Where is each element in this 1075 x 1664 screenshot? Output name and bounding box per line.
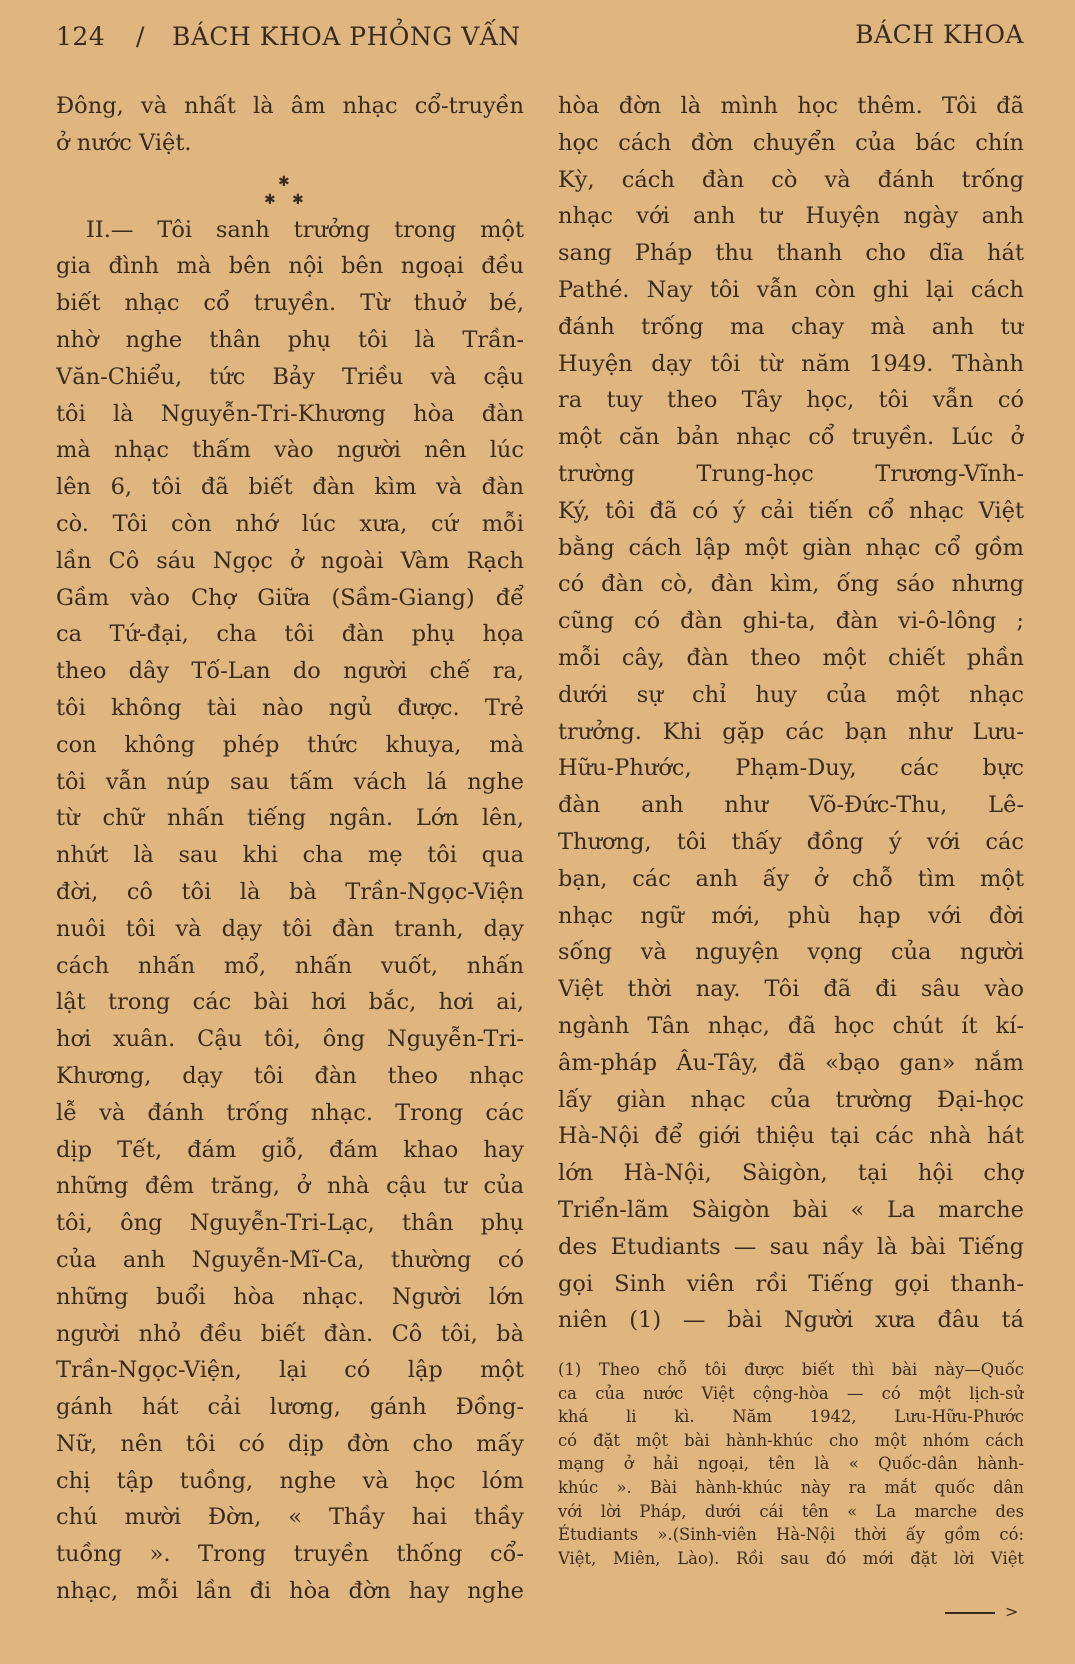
left-column	[56, 88, 524, 1610]
section-asterism: ✱ ✱ ✱	[264, 173, 304, 208]
text-line: nhứt là sau khi cha mẹ tôi qua	[56, 842, 524, 869]
text-line: Ký, tôi đã có ý cải tiến cổ nhạc Việt	[558, 497, 1024, 524]
footnote-line: (1) Theo chỗ tôi được biết thì bài này—Quốc	[558, 1360, 1024, 1379]
text-line: Đông, và nhất là âm nhạc cổ-truyền	[56, 93, 524, 119]
text-line: ra tuy theo Tây học, tôi vẫn có	[558, 387, 1024, 414]
footnote-line: khá li kì. Năm 1942, Lưu-Hữu-Phước	[558, 1407, 1024, 1427]
text-line: những đêm trăng, ở nhà cậu tư của	[56, 1173, 524, 1200]
text-line: dịp Tết, đám giỗ, đám khao hay	[56, 1136, 524, 1163]
footnote-line: khúc ». Bài hành-khúc này ra mắt quốc dân	[558, 1477, 1024, 1497]
text-line: Văn-Chiểu, tức Bảy Triều và cậu	[56, 363, 524, 390]
text-line: lấy giàn nhạc của trường Đại-học	[558, 1086, 1024, 1113]
text-line: của anh Nguyễn-Mĩ-Ca, thường có	[56, 1246, 524, 1273]
text-line: nhạc với anh tư Huyện ngày anh	[558, 203, 1024, 230]
text-line: con không phép thức khuya, mà	[56, 731, 524, 758]
text-line: tuồng ». Trong truyền thống cổ-	[56, 1541, 524, 1568]
text-line: Khương, dạy tôi đàn theo nhạc	[56, 1062, 524, 1089]
text-line: tôi là Nguyễn-Tri-Khương hòa đàn	[56, 400, 524, 427]
text-line: tôi vẫn núp sau tấm vách lá nghe	[56, 768, 524, 795]
text-line: trưởng. Khi gặp các bạn như Lưu-	[558, 718, 1024, 745]
footnote-line: ca của nước Việt cộng-hòa — có một lịch-sử	[558, 1383, 1024, 1403]
text-line: có đàn cò, đàn kìm, ống sáo nhưng	[558, 571, 1024, 598]
text-line: gia đình mà bên nội bên ngoại đều	[56, 253, 524, 280]
text-line: niên (1) — bài Người xưa đâu tá	[558, 1307, 1024, 1334]
footnote-line: Étudiants ».(Sinh-viên Hà-Nội thời ấy gồm có:	[558, 1525, 1024, 1545]
text-line: Huyện dạy tôi từ năm 1949. Thành	[558, 350, 1024, 377]
text-line: bằng cách lập một giàn nhạc cổ gồm	[558, 534, 1024, 561]
text-line: ca Tứ-đại, cha tôi đàn phụ họa	[56, 621, 524, 648]
running-title: BÁCH KHOA PHỎNG VẤN	[172, 22, 521, 51]
text-line: nhạc ngữ mới, phù hạp với đời	[558, 902, 1024, 929]
text-line: cò. Tôi còn nhớ lúc xưa, cứ mỗi	[56, 510, 524, 537]
text-line: âm-pháp Âu-Tây, đã «bạo gan» nắm	[558, 1049, 1024, 1076]
text-line: des Etudiants — sau nầy là bài Tiếng	[558, 1233, 1024, 1260]
text-line: lễ và đánh trống nhạc. Trong các	[56, 1099, 524, 1126]
text-line: dưới sự chỉ huy của một nhạc	[558, 681, 1024, 708]
text-line: lần Cô sáu Ngọc ở ngoài Vàm Rạch	[56, 547, 524, 574]
text-line: đời, cô tôi là bà Trần-Ngọc-Viện	[56, 878, 524, 905]
text-line: trường Trung-học Trương-Vĩnh-	[558, 460, 1024, 487]
text-line: tôi, ông Nguyễn-Tri-Lạc, thân phụ	[56, 1210, 524, 1237]
text-line: người nhỏ đều biết đàn. Cô tôi, bà	[56, 1320, 524, 1347]
footnote	[558, 1358, 1024, 1570]
text-line: nhờ nghe thân phụ tôi là Trần-	[56, 326, 524, 353]
journal-title: BÁCH KHOA	[855, 20, 1024, 49]
footnote-line: Việt, Miên, Lào). Rồi sau đó mới đặt lời Việt	[558, 1548, 1024, 1568]
text-line: ngành Tân nhạc, đã học chút ít kí-	[558, 1012, 1024, 1039]
continuation-dash	[945, 1612, 995, 1614]
text-line: bạn, các anh ấy ở chỗ tìm một	[558, 865, 1024, 892]
continuation-mark	[945, 1602, 1018, 1621]
text-line: sang Pháp thu thanh cho dĩa hát	[558, 240, 1024, 267]
text-line: biết nhạc cổ truyền. Từ thuở bé,	[56, 290, 524, 317]
text-line: một căn bản nhạc cổ truyền. Lúc ở	[558, 424, 1024, 451]
text-line: Việt thời nay. Tôi đã đi sâu vào	[558, 976, 1024, 1003]
right-column	[558, 88, 1024, 1339]
text-line: cách nhấn mổ, nhấn vuốt, nhấn	[56, 952, 524, 979]
text-line: hơi xuân. Cậu tôi, ông Nguyễn-Tri-	[56, 1026, 524, 1053]
text-line: nhạc, mỗi lần đi hòa đờn hay nghe	[56, 1578, 524, 1605]
text-line: Gầm vào Chợ Giữa (Sầm-Giang) để	[56, 584, 524, 611]
text-line: gọi Sinh viên rồi Tiếng gọi thanh-	[558, 1270, 1024, 1297]
text-line: ở nước Việt.	[56, 129, 192, 156]
text-line: sống và nguyện vọng của người	[558, 939, 1024, 966]
text-line: theo dây Tố-Lan do người chế ra,	[56, 658, 524, 685]
footnote-line: với lời Pháp, dưới cái tên « La marche des	[558, 1501, 1024, 1521]
text-line: Trần-Ngọc-Viện, lại có lập một	[56, 1357, 524, 1384]
text-line: hòa đờn là mình học thêm. Tôi đã	[558, 93, 1024, 119]
header-separator: /	[136, 22, 145, 51]
text-line: II.— Tôi sanh trưởng trong một	[86, 216, 524, 243]
text-line: mỗi cây, đàn theo một chiết phần	[558, 644, 1024, 671]
text-line: chú mười Đờn, « Thầy hai thầy	[56, 1504, 524, 1531]
footnote-line: mạng ở hải ngoại, tên là « Quốc-dân hành-	[558, 1454, 1024, 1474]
text-line: tôi không tài nào ngủ được. Trẻ	[56, 694, 524, 721]
text-line: những buổi hòa nhạc. Người lớn	[56, 1283, 524, 1310]
text-line: Nữ, nên tôi có dịp đờn cho mấy	[56, 1430, 524, 1457]
text-line: mà nhạc thấm vào người nên lúc	[56, 437, 524, 464]
page-header	[56, 16, 1024, 56]
text-line: Thương, tôi thấy đồng ý với các	[558, 828, 1024, 855]
page-number: 124	[56, 22, 106, 51]
continuation-arrow-icon: >	[1005, 1602, 1019, 1621]
text-line: nuôi tôi và dạy tôi đàn tranh, dạy	[56, 915, 524, 942]
text-line: lật trong các bài hơi bắc, hơi ai,	[56, 989, 524, 1016]
text-line: chị tập tuồng, nghe và học lóm	[56, 1467, 524, 1494]
text-line: Triển-lãm Sàigòn bài « La marche	[558, 1196, 1024, 1223]
text-line: Kỳ, cách đàn cò và đánh trống	[558, 166, 1024, 193]
text-line: cũng có đàn ghi-ta, đàn vi-ô-lông ;	[558, 608, 1024, 635]
text-line: Hữu-Phước, Phạm-Duy, các bực	[558, 755, 1024, 782]
text-line: Pathé. Nay tôi vẫn còn ghi lại cách	[558, 276, 1024, 303]
text-line: học cách đờn chuyển của bác chín	[558, 129, 1024, 156]
text-line: gánh hát cải lương, gánh Đồng-	[56, 1394, 524, 1421]
footnote-line: có đặt một bài hành-khúc cho một nhóm cách	[558, 1430, 1024, 1450]
text-line: lên 6, tôi đã biết đàn kìm và đàn	[56, 474, 524, 501]
text-line: từ chữ nhấn tiếng ngân. Lớn lên,	[56, 805, 524, 832]
text-line: Hà-Nội để giới thiệu tại các nhà hát	[558, 1123, 1024, 1150]
text-line: đàn anh như Võ-Đức-Thu, Lê-	[558, 792, 1024, 819]
text-line: lớn Hà-Nội, Sàigòn, tại hội chợ	[558, 1160, 1024, 1187]
text-line: đánh trống ma chay mà anh tư	[558, 313, 1024, 340]
